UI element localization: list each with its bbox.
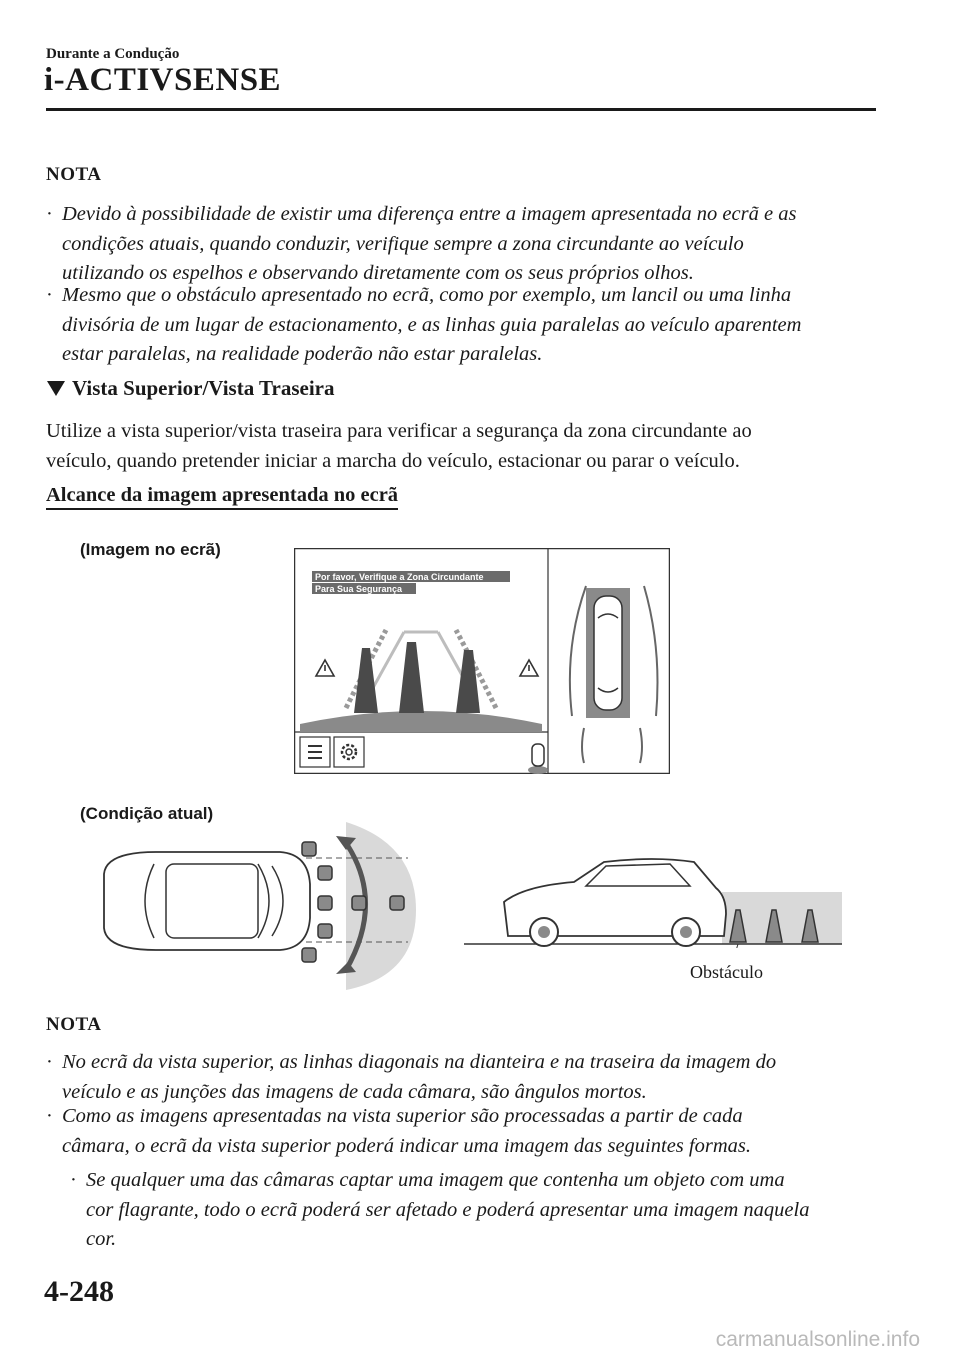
actual-side-view	[464, 852, 844, 948]
car-top-icon	[594, 596, 622, 710]
section-body	[46, 416, 906, 476]
note-line: No ecrã da vista superior, as linhas diagonais na dianteira e na traseira da imagem do	[62, 1051, 777, 1073]
note-bullet	[46, 200, 896, 289]
bullet-dot: ·	[46, 284, 53, 306]
note-line: cor flagrante, todo o ecrã poderá ser afetado e poderá apresentar uma imagem naquela	[86, 1198, 810, 1221]
screen-banner-line: Por favor, Verifique a Zona Circundante	[315, 572, 484, 582]
note-line: Devido à possibilidade de existir uma diferença entre a imagem apresentada no ecrã e as	[62, 203, 797, 225]
bullet-dot: ·	[70, 1169, 77, 1191]
note-line: Se qualquer uma das câmaras captar uma imagem que contenha um objeto com uma	[86, 1169, 785, 1191]
note-line: câmara, o ecrã da vista superior poderá indicar uma imagem das seguintes formas.	[62, 1134, 751, 1157]
screen-image-label: (Imagem no ecrã)	[80, 540, 221, 559]
screen-display	[294, 548, 670, 774]
note-bullet	[46, 1102, 896, 1161]
triangle-down-icon	[46, 379, 66, 397]
section-title: Vista Superior/Vista Traseira	[72, 376, 335, 400]
bullet-dot: ·	[46, 1051, 53, 1073]
note-line: estar paralelas, na realidade poderão não estar paralelas.	[62, 343, 543, 365]
bullet-dot: ·	[46, 1105, 53, 1127]
body-line: veículo, quando pretender iniciar a marcha do veículo, estacionar ou parar o veículo.	[46, 450, 740, 472]
header-rule	[46, 108, 876, 111]
note-line: Mesmo que o obstáculo apresentado no ecrã, como por exemplo, um lancil ou uma linha	[62, 284, 792, 306]
bullet-dot: ·	[46, 203, 53, 225]
note-line: Como as imagens apresentadas na vista superior são processadas a partir de cada	[62, 1105, 743, 1127]
subsection-title: Alcance da imagem apresentada no ecrã	[46, 484, 398, 510]
section-heading	[46, 376, 334, 401]
page-number: 4-248	[44, 1275, 114, 1308]
section-label: Durante a Condução	[46, 46, 180, 62]
note-line: cor.	[86, 1228, 117, 1250]
note-line: divisória de um lugar de estacionamento, e as linhas guia paralelas ao veículo aparentem	[62, 313, 802, 336]
actual-top-view	[96, 814, 426, 996]
note-title: NOTA	[46, 164, 102, 185]
gear-icon[interactable]	[334, 737, 364, 767]
note-bullet	[46, 281, 896, 370]
note-line: utilizando os espelhos e observando diretamente com os seus próprios olhos.	[62, 262, 694, 284]
obstacle-label: Obstáculo	[690, 962, 763, 982]
note-sub-bullet	[70, 1166, 900, 1255]
note-line: veículo e as junções das imagens de cada câmara, são ângulos mortos.	[62, 1080, 647, 1103]
screen-banner-line: Para Sua Segurança	[315, 584, 403, 594]
note-bullet	[46, 1048, 896, 1107]
note-line: condições atuais, quando conduzir, verifique sempre a zona circundante ao veículo	[62, 232, 744, 255]
actual-condition-label: (Condição atual)	[80, 804, 214, 823]
watermark: carmanualsonline.info	[715, 1328, 920, 1351]
subsection-heading	[46, 484, 398, 507]
note-title: NOTA	[46, 1014, 102, 1035]
body-line: Utilize a vista superior/vista traseira para verificar a segurança da zona circundante ao	[46, 420, 752, 442]
chapter-title: i-ACTIVSENSE	[44, 62, 282, 98]
